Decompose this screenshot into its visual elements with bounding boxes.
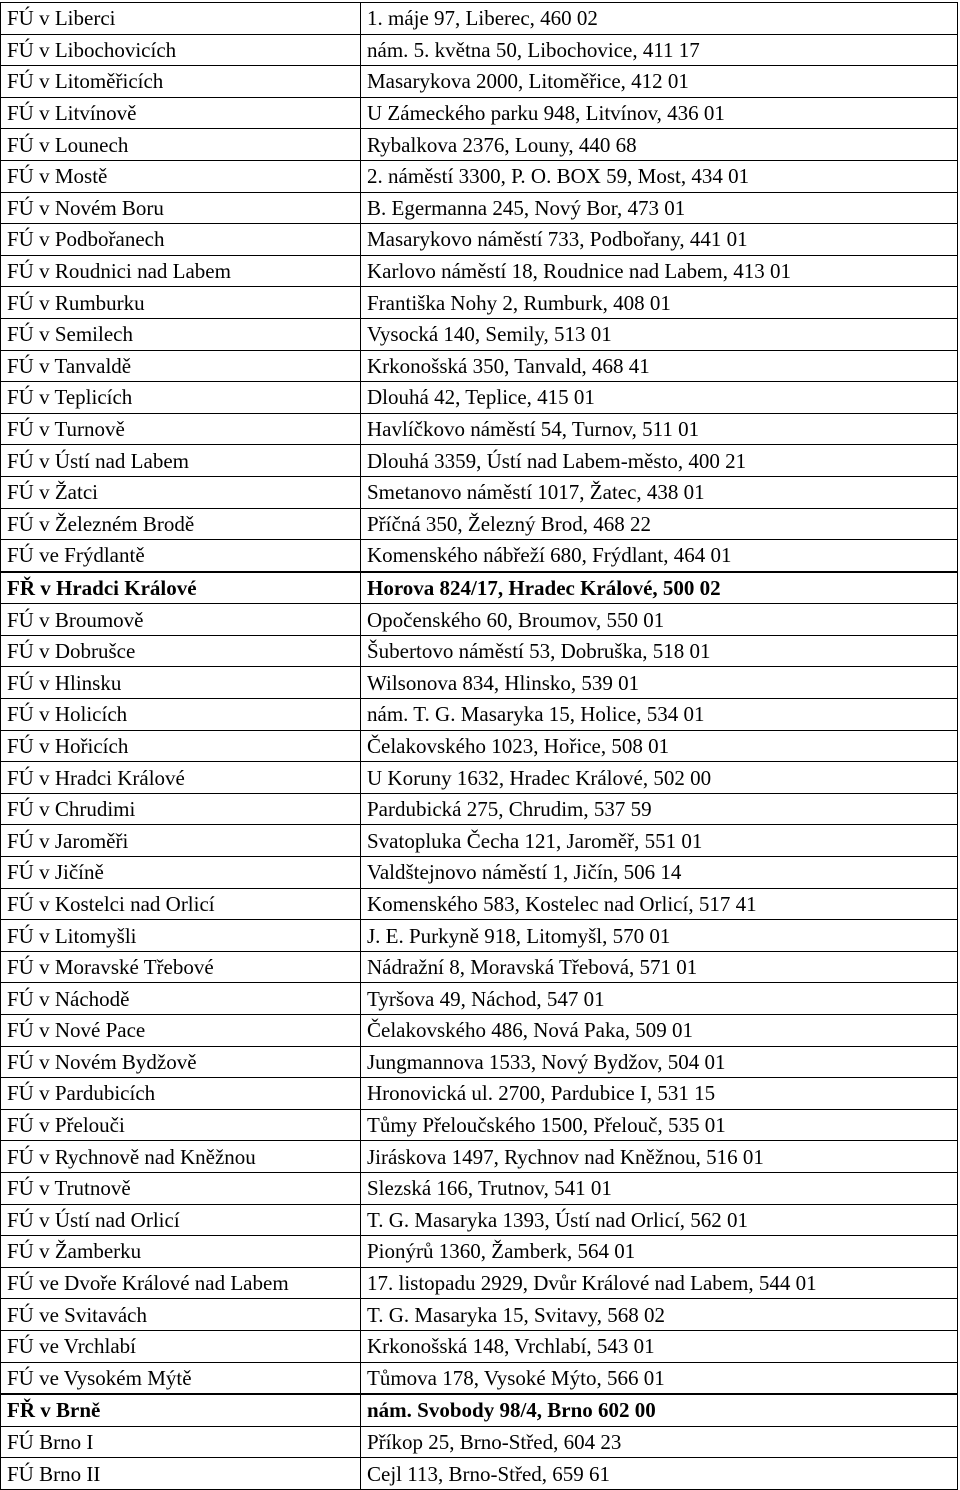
office-address-cell: T. G. Masaryka 15, Svitavy, 568 02 [361, 1299, 958, 1331]
office-address-cell: Masarykova 2000, Litoměřice, 412 01 [361, 66, 958, 98]
office-address-cell: Příkop 25, Brno-Střed, 604 23 [361, 1426, 958, 1458]
table-row [1, 1172, 958, 1204]
office-name-cell: FÚ v Mostě [1, 160, 361, 192]
table-row [1, 255, 958, 287]
office-address-cell: 2. náměstí 3300, P. O. BOX 59, Most, 434 01 [361, 160, 958, 192]
office-address-cell: nám. 5. května 50, Libochovice, 411 17 [361, 34, 958, 66]
office-address-cell: Svatopluka Čecha 121, Jaroměř, 551 01 [361, 825, 958, 857]
office-address-cell: B. Egermanna 245, Nový Bor, 473 01 [361, 192, 958, 224]
office-name-cell: FÚ v Novém Bydžově [1, 1046, 361, 1078]
office-address-cell: U Koruny 1632, Hradec Králové, 502 00 [361, 762, 958, 794]
table-row [1, 1458, 958, 1490]
office-address-cell: Cejl 113, Brno-Střed, 659 61 [361, 1458, 958, 1490]
office-address-cell: Valdštejnovo náměstí 1, Jičín, 506 14 [361, 857, 958, 889]
table-row [1, 97, 958, 129]
office-address-cell: Dlouhá 3359, Ústí nad Labem-město, 400 21 [361, 445, 958, 477]
office-address-cell: Františka Nohy 2, Rumburk, 408 01 [361, 287, 958, 319]
table-row [1, 3, 958, 35]
table-row [1, 1330, 958, 1362]
table-row [1, 572, 958, 604]
office-name-cell: FÚ v Roudnici nad Labem [1, 255, 361, 287]
office-name-cell: FÚ Brno I [1, 1426, 361, 1458]
office-address-cell: U Zámeckého parku 948, Litvínov, 436 01 [361, 97, 958, 129]
table-row [1, 1394, 958, 1426]
table-row [1, 129, 958, 161]
table-row [1, 1236, 958, 1268]
office-address-cell: 17. listopadu 2929, Dvůr Králové nad Labem, 544 01 [361, 1267, 958, 1299]
office-name-cell: FÚ v Litomyšli [1, 920, 361, 952]
office-name-cell: FÚ v Jičíně [1, 857, 361, 889]
office-name-cell: FÚ ve Vrchlabí [1, 1330, 361, 1362]
office-address-cell: Opočenského 60, Broumov, 550 01 [361, 604, 958, 636]
office-name-cell: FÚ v Nové Pace [1, 1015, 361, 1047]
table-row [1, 920, 958, 952]
office-address-cell: Komenského nábřeží 680, Frýdlant, 464 01 [361, 540, 958, 572]
office-name-cell: FÚ v Rumburku [1, 287, 361, 319]
table-row [1, 667, 958, 699]
table-row [1, 192, 958, 224]
office-name-cell: FÚ v Žatci [1, 476, 361, 508]
office-address-cell: Havlíčkovo náměstí 54, Turnov, 511 01 [361, 413, 958, 445]
office-name-cell: FÚ v Turnově [1, 413, 361, 445]
table-row [1, 1046, 958, 1078]
office-address-cell: Šubertovo náměstí 53, Dobruška, 518 01 [361, 635, 958, 667]
table-row [1, 1426, 958, 1458]
table-row [1, 66, 958, 98]
office-address-cell: Dlouhá 42, Teplice, 415 01 [361, 382, 958, 414]
office-name-cell: FÚ v Liberci [1, 3, 361, 35]
office-name-cell: FÚ v Broumově [1, 604, 361, 636]
office-address-cell: Příčná 350, Železný Brod, 468 22 [361, 508, 958, 540]
office-name-cell: FÚ v Novém Boru [1, 192, 361, 224]
office-name-cell: FÚ v Náchodě [1, 983, 361, 1015]
table-row [1, 983, 958, 1015]
office-name-cell: FÚ v Přelouči [1, 1109, 361, 1141]
office-name-cell: FÚ v Ústí nad Orlicí [1, 1204, 361, 1236]
table-row [1, 793, 958, 825]
table-row [1, 34, 958, 66]
office-name-cell: FÚ v Rychnově nad Kněžnou [1, 1141, 361, 1173]
office-name-cell: FÚ v Libochovicích [1, 34, 361, 66]
office-address-cell: T. G. Masaryka 1393, Ústí nad Orlicí, 562 01 [361, 1204, 958, 1236]
office-address-cell: nám. Svobody 98/4, Brno 602 00 [361, 1394, 958, 1426]
office-name-cell: FÚ v Trutnově [1, 1172, 361, 1204]
table-row [1, 224, 958, 256]
office-address-cell: Tůmy Přeloučského 1500, Přelouč, 535 01 [361, 1109, 958, 1141]
office-address-cell: Jungmannova 1533, Nový Bydžov, 504 01 [361, 1046, 958, 1078]
office-address-cell: Rybalkova 2376, Louny, 440 68 [361, 129, 958, 161]
tax-office-table [0, 2, 958, 1490]
office-name-cell: FŘ v Hradci Králové [1, 572, 361, 604]
office-address-cell: J. E. Purkyně 918, Litomyšl, 570 01 [361, 920, 958, 952]
office-address-cell: Tůmova 178, Vysoké Mýto, 566 01 [361, 1362, 958, 1394]
table-row [1, 1141, 958, 1173]
table-row [1, 951, 958, 983]
office-name-cell: FÚ v Hradci Králové [1, 762, 361, 794]
office-name-cell: FÚ ve Svitavách [1, 1299, 361, 1331]
table-row [1, 1299, 958, 1331]
office-address-cell: Karlovo náměstí 18, Roudnice nad Labem, 413 01 [361, 255, 958, 287]
table-row [1, 699, 958, 731]
office-address-cell: Pardubická 275, Chrudim, 537 59 [361, 793, 958, 825]
table-row [1, 762, 958, 794]
office-name-cell: FÚ v Železném Brodě [1, 508, 361, 540]
office-address-cell: Horova 824/17, Hradec Králové, 500 02 [361, 572, 958, 604]
office-name-cell: FÚ v Holicích [1, 699, 361, 731]
office-address-cell: Nádražní 8, Moravská Třebová, 571 01 [361, 951, 958, 983]
table-row [1, 888, 958, 920]
table-row [1, 1204, 958, 1236]
office-name-cell: FÚ v Dobrušce [1, 635, 361, 667]
office-name-cell: FÚ v Ústí nad Labem [1, 445, 361, 477]
office-name-cell: FÚ Brno II [1, 1458, 361, 1490]
office-address-cell: Čelakovského 1023, Hořice, 508 01 [361, 730, 958, 762]
office-address-cell: Masarykovo náměstí 733, Podbořany, 441 01 [361, 224, 958, 256]
table-row [1, 730, 958, 762]
table-row [1, 318, 958, 350]
office-address-cell: Smetanovo náměstí 1017, Žatec, 438 01 [361, 476, 958, 508]
office-name-cell: FÚ v Žamberku [1, 1236, 361, 1268]
office-address-cell: Vysocká 140, Semily, 513 01 [361, 318, 958, 350]
office-address-cell: Krkonošská 350, Tanvald, 468 41 [361, 350, 958, 382]
office-address-cell: Wilsonova 834, Hlinsko, 539 01 [361, 667, 958, 699]
office-name-cell: FÚ ve Vysokém Mýtě [1, 1362, 361, 1394]
table-row [1, 508, 958, 540]
office-name-cell: FÚ v Teplicích [1, 382, 361, 414]
table-row [1, 1078, 958, 1110]
office-name-cell: FÚ v Tanvaldě [1, 350, 361, 382]
office-address-cell: Krkonošská 148, Vrchlabí, 543 01 [361, 1330, 958, 1362]
table-row [1, 635, 958, 667]
table-row [1, 382, 958, 414]
office-name-cell: FÚ v Hlinsku [1, 667, 361, 699]
office-address-cell: Tyršova 49, Náchod, 547 01 [361, 983, 958, 1015]
office-name-cell: FÚ v Podbořanech [1, 224, 361, 256]
table-row [1, 857, 958, 889]
table-row [1, 1362, 958, 1394]
table-row [1, 350, 958, 382]
office-name-cell: FÚ v Pardubicích [1, 1078, 361, 1110]
office-name-cell: FÚ v Lounech [1, 129, 361, 161]
tax-office-table-body [1, 3, 958, 1490]
table-row [1, 287, 958, 319]
office-name-cell: FÚ v Chrudimi [1, 793, 361, 825]
office-address-cell: Slezská 166, Trutnov, 541 01 [361, 1172, 958, 1204]
office-name-cell: FÚ v Jaroměři [1, 825, 361, 857]
table-row [1, 540, 958, 572]
office-name-cell: FÚ ve Frýdlantě [1, 540, 361, 572]
office-name-cell: FŘ v Brně [1, 1394, 361, 1426]
table-row [1, 1015, 958, 1047]
table-row [1, 825, 958, 857]
table-row [1, 476, 958, 508]
office-name-cell: FÚ v Hořicích [1, 730, 361, 762]
office-address-cell: Jiráskova 1497, Rychnov nad Kněžnou, 516 01 [361, 1141, 958, 1173]
table-row [1, 160, 958, 192]
office-name-cell: FÚ ve Dvoře Králové nad Labem [1, 1267, 361, 1299]
office-name-cell: FÚ v Litvínově [1, 97, 361, 129]
table-row [1, 1109, 958, 1141]
office-address-cell: nám. T. G. Masaryka 15, Holice, 534 01 [361, 699, 958, 731]
office-name-cell: FÚ v Kostelci nad Orlicí [1, 888, 361, 920]
office-address-cell: 1. máje 97, Liberec, 460 02 [361, 3, 958, 35]
office-address-cell: Hronovická ul. 2700, Pardubice I, 531 15 [361, 1078, 958, 1110]
table-row [1, 413, 958, 445]
office-name-cell: FÚ v Moravské Třebové [1, 951, 361, 983]
office-address-cell: Čelakovského 486, Nová Paka, 509 01 [361, 1015, 958, 1047]
office-name-cell: FÚ v Litoměřicích [1, 66, 361, 98]
office-address-cell: Komenského 583, Kostelec nad Orlicí, 517 41 [361, 888, 958, 920]
office-name-cell: FÚ v Semilech [1, 318, 361, 350]
table-row [1, 604, 958, 636]
office-address-cell: Pionýrů 1360, Žamberk, 564 01 [361, 1236, 958, 1268]
table-row [1, 1267, 958, 1299]
table-row [1, 445, 958, 477]
